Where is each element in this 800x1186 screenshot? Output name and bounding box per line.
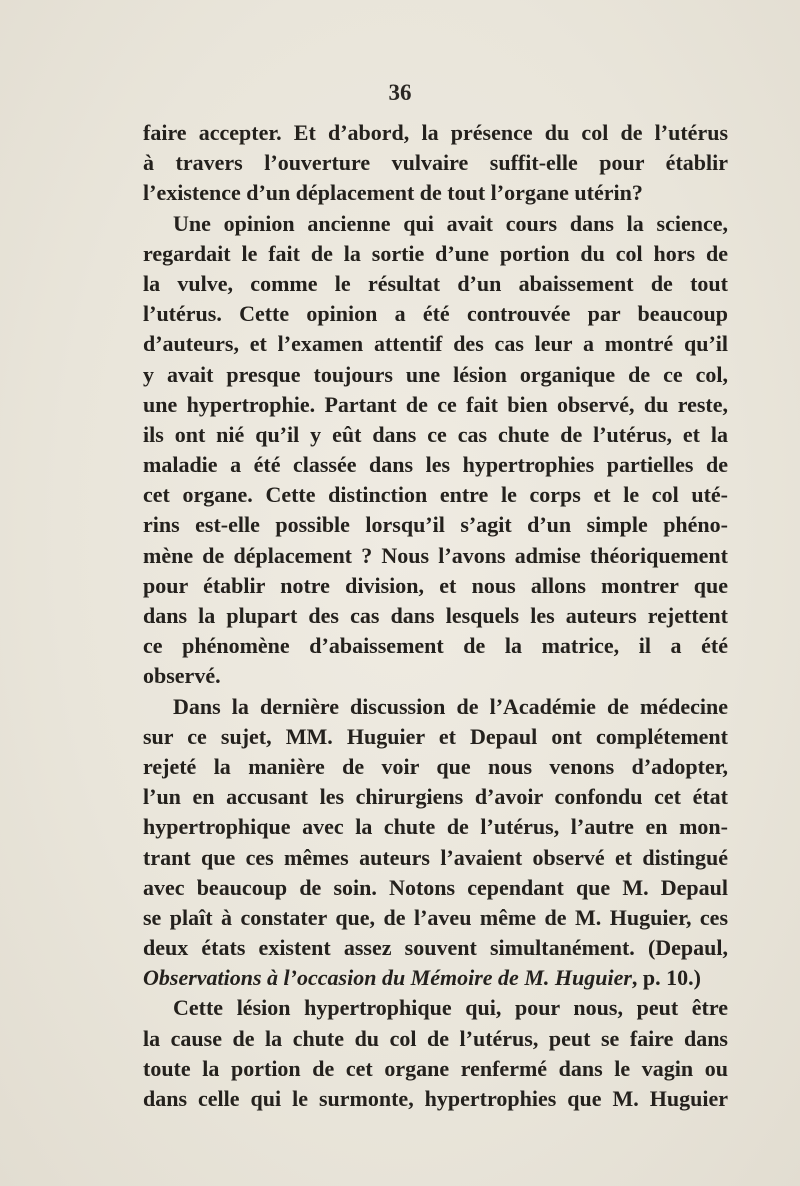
text-line: Cette lésion hypertrophique qui, pour nous, peut être bbox=[173, 995, 728, 1021]
text-line: l’existence d’un déplacement de tout l’organe utérin? bbox=[143, 180, 643, 206]
text-line: Dans la dernière discussion de l’Académie de médecine bbox=[173, 693, 728, 719]
body-text bbox=[143, 118, 728, 1114]
text-line: dans celle qui le surmonte, hypertrophies que M. Huguier bbox=[143, 1086, 728, 1111]
text-line: observé. bbox=[143, 663, 221, 689]
text-line: dans la plupart des cas dans lesquels les auteurs rejettent bbox=[143, 603, 728, 628]
text-line: trant que ces mêmes auteurs l’avaient observé et distingué bbox=[143, 844, 728, 870]
text-line: se plaît à constater que, de l’aveu même de M. Huguier, ces bbox=[143, 904, 728, 930]
text-line: mène de déplacement ? Nous l’avons admise théoriquement bbox=[143, 542, 728, 568]
citation-page: , p. 10.) bbox=[631, 965, 701, 991]
text-line: pour établir notre division, et nous allons montrer que bbox=[143, 572, 728, 598]
text-line: la cause de la chute du col de l’utérus, peut se faire dans bbox=[143, 1025, 728, 1051]
text-line: ils ont nié qu’il y eût dans ce cas chute de l’utérus, et la bbox=[143, 421, 728, 447]
text-line: rins est-elle possible lorsqu’il s’agit d’un simple phéno- bbox=[143, 512, 728, 538]
text-line: Une opinion ancienne qui avait cours dans la science, bbox=[173, 210, 728, 236]
text-line: rejeté la manière de voir que nous venons d’adopter, bbox=[143, 753, 728, 779]
page-number: 36 bbox=[388, 80, 412, 105]
text-line: sur ce sujet, MM. Huguier et Depaul ont complétement bbox=[143, 723, 728, 749]
text-line: d’auteurs, et l’examen attentif des cas leur a montré qu’il bbox=[143, 331, 728, 357]
text-line: maladie a été classée dans les hypertrophies partielles de bbox=[143, 452, 728, 478]
text-line: la vulve, comme le résultat d’un abaissement de tout bbox=[143, 270, 728, 296]
text-line: l’un en accusant les chirurgiens d’avoir confondu cet état bbox=[143, 784, 728, 810]
text-line: hypertrophique avec la chute de l’utérus, l’autre en mon- bbox=[143, 814, 728, 840]
text-line: y avait presque toujours une lésion organique de ce col, bbox=[143, 361, 728, 387]
text-line: deux états existent assez souvent simultanément. (Depaul, bbox=[143, 935, 728, 961]
text-line bbox=[143, 963, 728, 993]
citation-title: Observations à l’occasion du Mémoire de M. Huguier bbox=[143, 965, 632, 991]
text-line: regardait le fait de la sortie d’une portion du col hors de bbox=[143, 240, 728, 266]
text-line: ce phénomène d’abaissement de la matrice, il a été bbox=[143, 633, 728, 659]
text-line: faire accepter. Et d’abord, la présence du col de l’utérus bbox=[143, 120, 728, 145]
text-line: à travers l’ouverture vulvaire suffit-elle pour établir bbox=[143, 150, 728, 176]
text-line: cet organe. Cette distinction entre le corps et le col uté- bbox=[143, 482, 728, 508]
text-line: l’utérus. Cette opinion a été controuvée par beaucoup bbox=[143, 301, 728, 327]
text-line: toute la portion de cet organe renfermé dans le vagin ou bbox=[143, 1055, 728, 1081]
text-line: avec beaucoup de soin. Notons cependant que M. Depaul bbox=[143, 874, 728, 900]
text-line: une hypertrophie. Partant de ce fait bien observé, du reste, bbox=[143, 391, 728, 417]
